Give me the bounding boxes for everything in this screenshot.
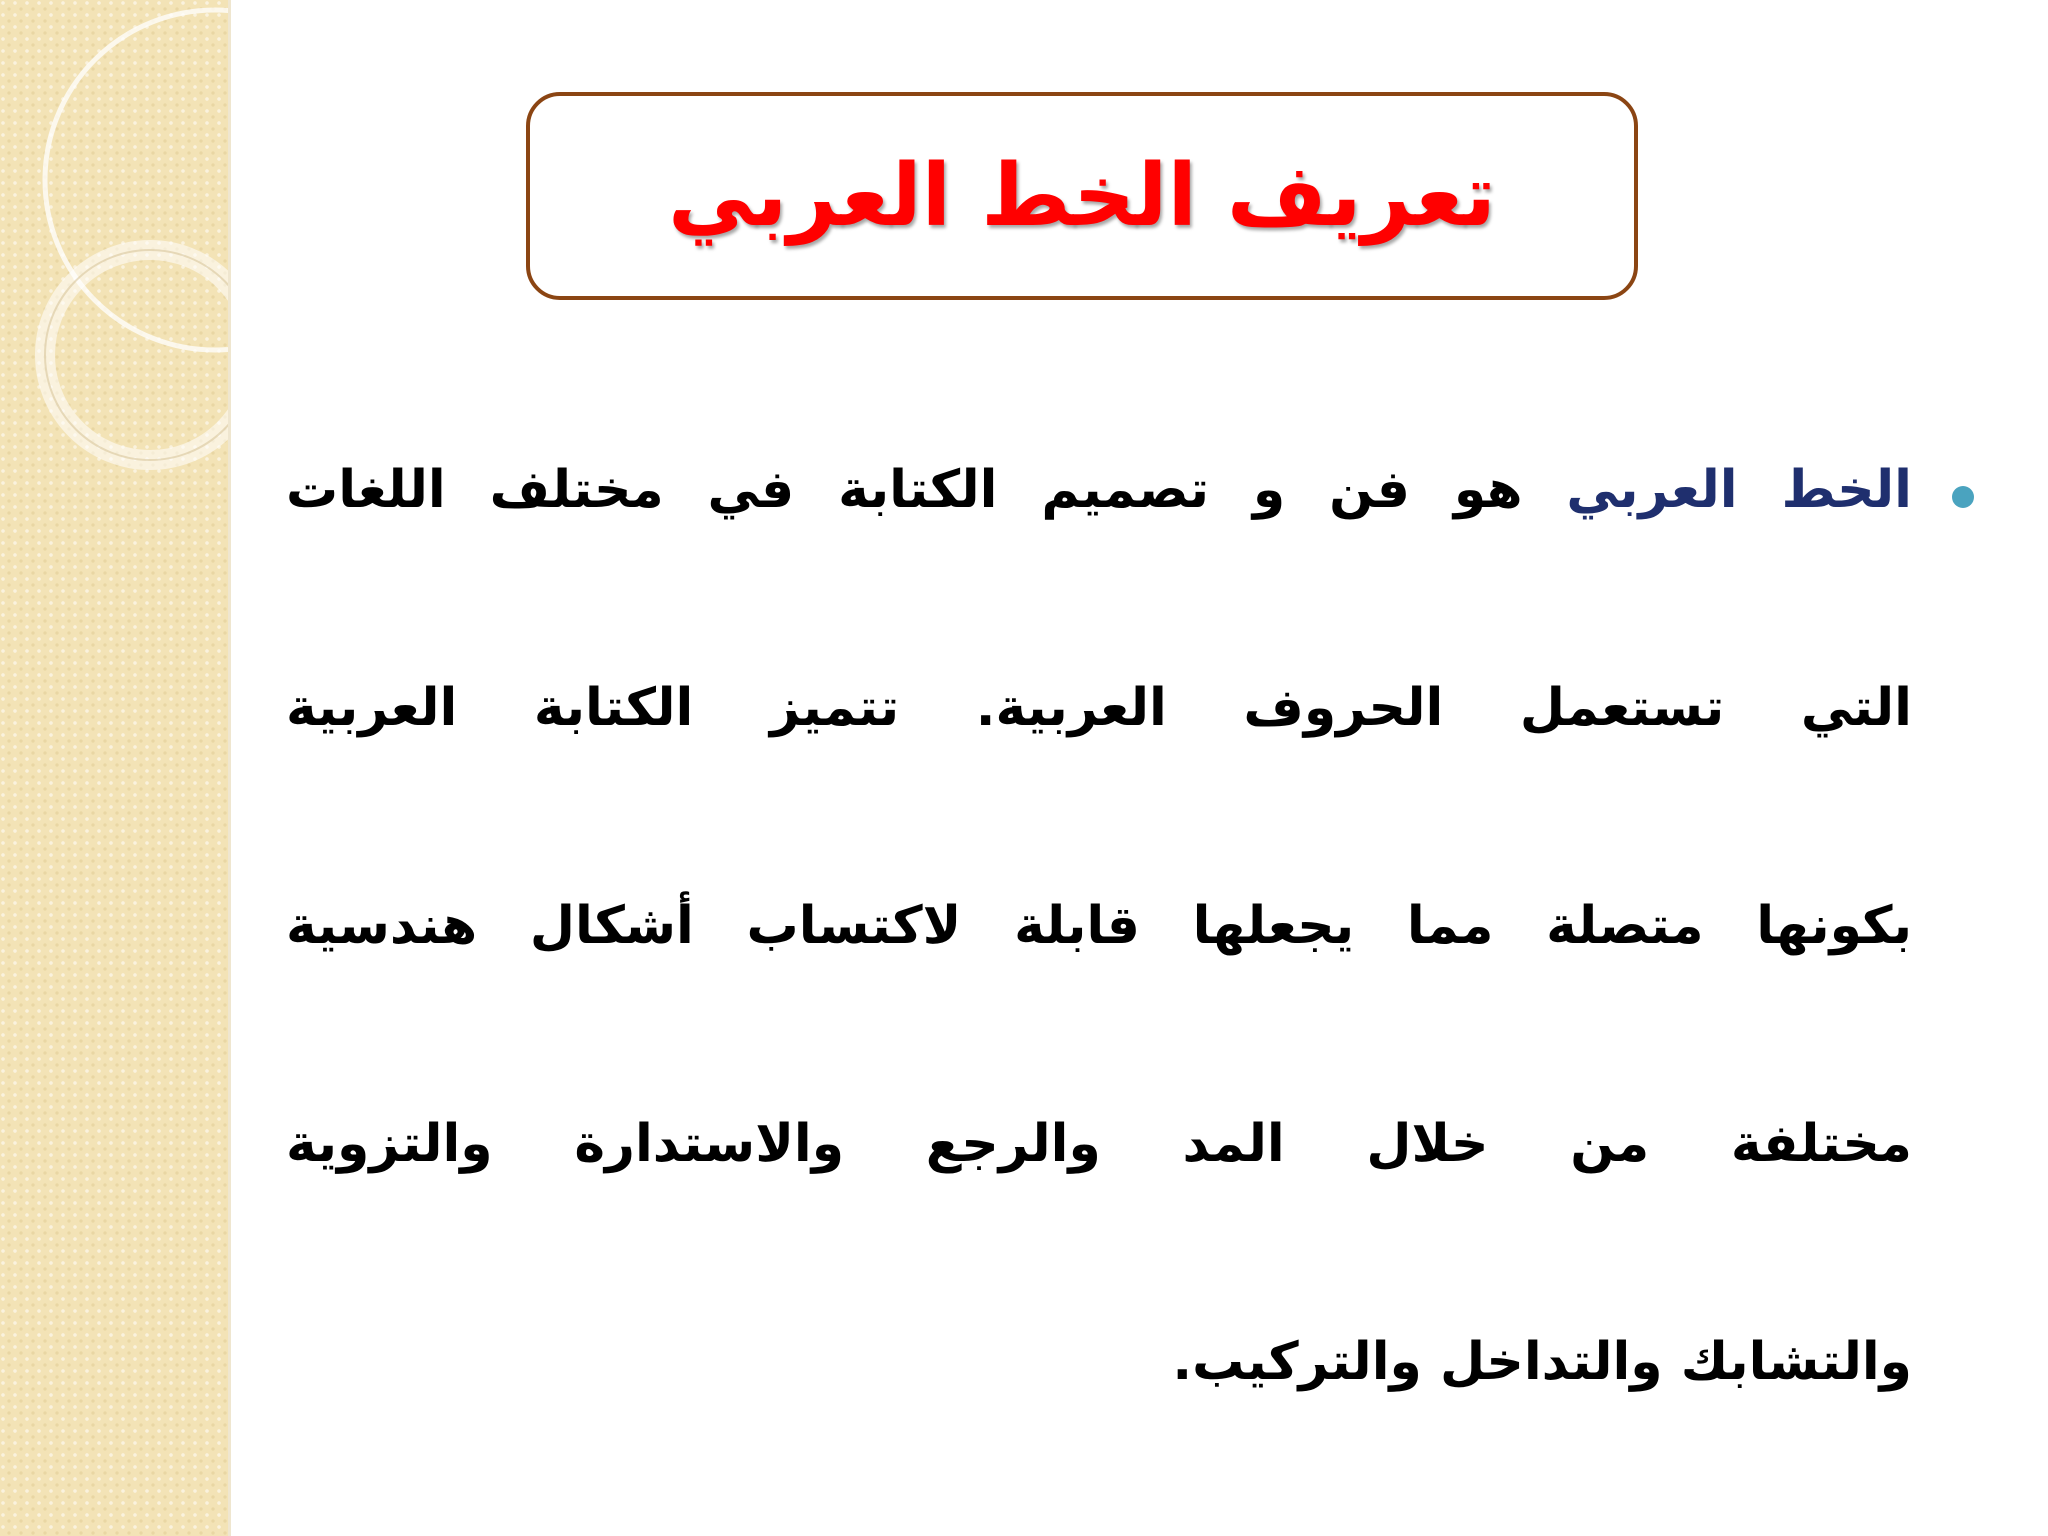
paragraph-line-4: مختلفة من خلال المد والرجع والاستدارة والتزوية xyxy=(286,1114,1912,1174)
bullet-paragraph xyxy=(286,430,1912,1450)
paragraph-line-2: التي تستعمل الحروف العربية. تتميز الكتابة العربية xyxy=(286,678,1912,738)
slide-title: تعريف الخط العربي xyxy=(668,146,1496,246)
highlighted-term: الخط العربي xyxy=(1566,460,1912,520)
decorative-side-strip xyxy=(0,0,231,1536)
paragraph-line-5: والتشابك والتداخل والتركيب. xyxy=(1172,1332,1912,1392)
bullet-dot-icon xyxy=(1952,486,1974,508)
title-box xyxy=(526,92,1638,300)
paragraph-line-3: بكونها متصلة مما يجعلها قابلة لاكتساب أشكال هندسية xyxy=(286,896,1912,956)
decorative-rings xyxy=(0,0,228,520)
paragraph-line-1-rest: هو فن و تصميم الكتابة في مختلف اللغات xyxy=(286,460,1523,520)
paragraph-line-1 xyxy=(286,430,1912,550)
